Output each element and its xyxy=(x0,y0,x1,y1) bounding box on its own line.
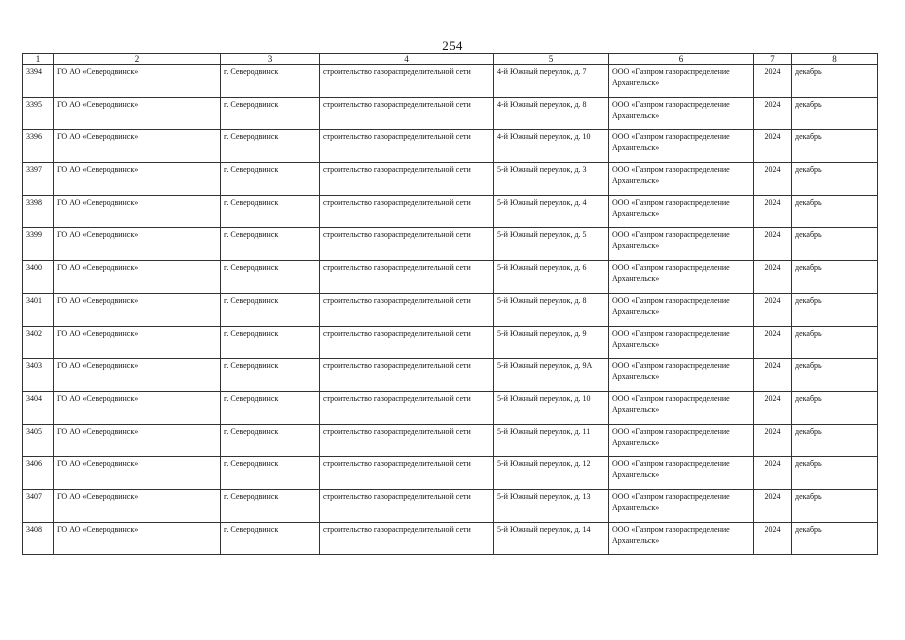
settlement-cell: г. Северодвинск xyxy=(221,261,320,294)
municipality-cell: ГО АО «Северодвинск» xyxy=(54,326,221,359)
table-row xyxy=(23,65,878,98)
organization-cell: ООО «Газпром газораспределение Архангельск» xyxy=(609,522,754,555)
work-type-cell: строительство газораспределительной сети xyxy=(320,228,494,261)
column-header: 4 xyxy=(320,54,494,65)
organization-cell: ООО «Газпром газораспределение Архангельск» xyxy=(609,65,754,98)
table-row xyxy=(23,457,878,490)
table-row xyxy=(23,195,878,228)
address-cell: 5-й Южный переулок, д. 14 xyxy=(494,522,609,555)
settlement-cell: г. Северодвинск xyxy=(221,130,320,163)
settlement-cell: г. Северодвинск xyxy=(221,65,320,98)
table-row xyxy=(23,522,878,555)
year-cell: 2024 xyxy=(754,228,792,261)
month-cell: декабрь xyxy=(792,228,878,261)
row-number-cell: 3395 xyxy=(23,97,54,130)
row-number-cell: 3401 xyxy=(23,293,54,326)
work-type-cell: строительство газораспределительной сети xyxy=(320,163,494,196)
row-number-cell: 3404 xyxy=(23,391,54,424)
month-cell: декабрь xyxy=(792,261,878,294)
work-type-cell: строительство газораспределительной сети xyxy=(320,457,494,490)
row-number-cell: 3403 xyxy=(23,359,54,392)
year-cell: 2024 xyxy=(754,261,792,294)
month-cell: декабрь xyxy=(792,293,878,326)
address-cell: 5-й Южный переулок, д. 10 xyxy=(494,391,609,424)
settlement-cell: г. Северодвинск xyxy=(221,163,320,196)
column-number-row xyxy=(23,54,878,65)
work-type-cell: строительство газораспределительной сети xyxy=(320,326,494,359)
municipality-cell: ГО АО «Северодвинск» xyxy=(54,261,221,294)
settlement-cell: г. Северодвинск xyxy=(221,489,320,522)
year-cell: 2024 xyxy=(754,424,792,457)
settlement-cell: г. Северодвинск xyxy=(221,228,320,261)
month-cell: декабрь xyxy=(792,391,878,424)
address-cell: 5-й Южный переулок, д. 3 xyxy=(494,163,609,196)
settlement-cell: г. Северодвинск xyxy=(221,424,320,457)
row-number-cell: 3405 xyxy=(23,424,54,457)
municipality-cell: ГО АО «Северодвинск» xyxy=(54,195,221,228)
month-cell: декабрь xyxy=(792,359,878,392)
table-row xyxy=(23,391,878,424)
row-number-cell: 3402 xyxy=(23,326,54,359)
address-cell: 5-й Южный переулок, д. 6 xyxy=(494,261,609,294)
row-number-cell: 3406 xyxy=(23,457,54,490)
settlement-cell: г. Северодвинск xyxy=(221,195,320,228)
settlement-cell: г. Северодвинск xyxy=(221,391,320,424)
settlement-cell: г. Северодвинск xyxy=(221,522,320,555)
row-number-cell: 3407 xyxy=(23,489,54,522)
municipality-cell: ГО АО «Северодвинск» xyxy=(54,293,221,326)
settlement-cell: г. Северодвинск xyxy=(221,326,320,359)
row-number-cell: 3396 xyxy=(23,130,54,163)
municipality-cell: ГО АО «Северодвинск» xyxy=(54,163,221,196)
year-cell: 2024 xyxy=(754,522,792,555)
table-row xyxy=(23,228,878,261)
year-cell: 2024 xyxy=(754,130,792,163)
address-cell: 5-й Южный переулок, д. 12 xyxy=(494,457,609,490)
page-number: 254 xyxy=(442,38,463,53)
organization-cell: ООО «Газпром газораспределение Архангельск» xyxy=(609,261,754,294)
work-type-cell: строительство газораспределительной сети xyxy=(320,261,494,294)
municipality-cell: ГО АО «Северодвинск» xyxy=(54,489,221,522)
table-row xyxy=(23,130,878,163)
address-cell: 5-й Южный переулок, д. 4 xyxy=(494,195,609,228)
table-row xyxy=(23,326,878,359)
year-cell: 2024 xyxy=(754,489,792,522)
year-cell: 2024 xyxy=(754,97,792,130)
address-cell: 4-й Южный переулок, д. 10 xyxy=(494,130,609,163)
column-header: 7 xyxy=(754,54,792,65)
table-row xyxy=(23,424,878,457)
row-number-cell: 3398 xyxy=(23,195,54,228)
row-number-cell: 3399 xyxy=(23,228,54,261)
organization-cell: ООО «Газпром газораспределение Архангельск» xyxy=(609,228,754,261)
organization-cell: ООО «Газпром газораспределение Архангельск» xyxy=(609,293,754,326)
month-cell: декабрь xyxy=(792,489,878,522)
year-cell: 2024 xyxy=(754,391,792,424)
municipality-cell: ГО АО «Северодвинск» xyxy=(54,228,221,261)
work-type-cell: строительство газораспределительной сети xyxy=(320,195,494,228)
registry-body xyxy=(23,65,878,555)
year-cell: 2024 xyxy=(754,195,792,228)
settlement-cell: г. Северодвинск xyxy=(221,457,320,490)
municipality-cell: ГО АО «Северодвинск» xyxy=(54,457,221,490)
row-number-cell: 3408 xyxy=(23,522,54,555)
month-cell: декабрь xyxy=(792,457,878,490)
row-number-cell: 3400 xyxy=(23,261,54,294)
year-cell: 2024 xyxy=(754,359,792,392)
month-cell: декабрь xyxy=(792,195,878,228)
table-row xyxy=(23,359,878,392)
address-cell: 5-й Южный переулок, д. 9 xyxy=(494,326,609,359)
municipality-cell: ГО АО «Северодвинск» xyxy=(54,522,221,555)
municipality-cell: ГО АО «Северодвинск» xyxy=(54,130,221,163)
organization-cell: ООО «Газпром газораспределение Архангельск» xyxy=(609,326,754,359)
work-type-cell: строительство газораспределительной сети xyxy=(320,130,494,163)
registry-table xyxy=(22,53,878,555)
organization-cell: ООО «Газпром газораспределение Архангельск» xyxy=(609,489,754,522)
organization-cell: ООО «Газпром газораспределение Архангельск» xyxy=(609,424,754,457)
table-row xyxy=(23,293,878,326)
table-row xyxy=(23,489,878,522)
year-cell: 2024 xyxy=(754,293,792,326)
year-cell: 2024 xyxy=(754,65,792,98)
municipality-cell: ГО АО «Северодвинск» xyxy=(54,359,221,392)
month-cell: декабрь xyxy=(792,424,878,457)
municipality-cell: ГО АО «Северодвинск» xyxy=(54,97,221,130)
organization-cell: ООО «Газпром газораспределение Архангельск» xyxy=(609,359,754,392)
organization-cell: ООО «Газпром газораспределение Архангельск» xyxy=(609,97,754,130)
table-row xyxy=(23,163,878,196)
month-cell: декабрь xyxy=(792,326,878,359)
organization-cell: ООО «Газпром газораспределение Архангельск» xyxy=(609,391,754,424)
column-header: 8 xyxy=(792,54,878,65)
table-row xyxy=(23,261,878,294)
work-type-cell: строительство газораспределительной сети xyxy=(320,97,494,130)
work-type-cell: строительство газораспределительной сети xyxy=(320,522,494,555)
month-cell: декабрь xyxy=(792,97,878,130)
row-number-cell: 3397 xyxy=(23,163,54,196)
municipality-cell: ГО АО «Северодвинск» xyxy=(54,65,221,98)
column-header: 1 xyxy=(23,54,54,65)
address-cell: 4-й Южный переулок, д. 8 xyxy=(494,97,609,130)
column-header: 2 xyxy=(54,54,221,65)
organization-cell: ООО «Газпром газораспределение Архангельск» xyxy=(609,457,754,490)
month-cell: декабрь xyxy=(792,130,878,163)
column-header: 5 xyxy=(494,54,609,65)
address-cell: 4-й Южный переулок, д. 7 xyxy=(494,65,609,98)
work-type-cell: строительство газораспределительной сети xyxy=(320,359,494,392)
work-type-cell: строительство газораспределительной сети xyxy=(320,65,494,98)
month-cell: декабрь xyxy=(792,163,878,196)
work-type-cell: строительство газораспределительной сети xyxy=(320,391,494,424)
organization-cell: ООО «Газпром газораспределение Архангельск» xyxy=(609,130,754,163)
organization-cell: ООО «Газпром газораспределение Архангельск» xyxy=(609,195,754,228)
month-cell: декабрь xyxy=(792,522,878,555)
address-cell: 5-й Южный переулок, д. 5 xyxy=(494,228,609,261)
year-cell: 2024 xyxy=(754,457,792,490)
municipality-cell: ГО АО «Северодвинск» xyxy=(54,391,221,424)
row-number-cell: 3394 xyxy=(23,65,54,98)
year-cell: 2024 xyxy=(754,326,792,359)
column-header: 3 xyxy=(221,54,320,65)
work-type-cell: строительство газораспределительной сети xyxy=(320,293,494,326)
settlement-cell: г. Северодвинск xyxy=(221,359,320,392)
settlement-cell: г. Северодвинск xyxy=(221,293,320,326)
work-type-cell: строительство газораспределительной сети xyxy=(320,489,494,522)
address-cell: 5-й Южный переулок, д. 13 xyxy=(494,489,609,522)
year-cell: 2024 xyxy=(754,163,792,196)
column-header: 6 xyxy=(609,54,754,65)
municipality-cell: ГО АО «Северодвинск» xyxy=(54,424,221,457)
month-cell: декабрь xyxy=(792,65,878,98)
settlement-cell: г. Северодвинск xyxy=(221,97,320,130)
organization-cell: ООО «Газпром газораспределение Архангельск» xyxy=(609,163,754,196)
address-cell: 5-й Южный переулок, д. 9А xyxy=(494,359,609,392)
table-row xyxy=(23,97,878,130)
address-cell: 5-й Южный переулок, д. 8 xyxy=(494,293,609,326)
address-cell: 5-й Южный переулок, д. 11 xyxy=(494,424,609,457)
work-type-cell: строительство газораспределительной сети xyxy=(320,424,494,457)
